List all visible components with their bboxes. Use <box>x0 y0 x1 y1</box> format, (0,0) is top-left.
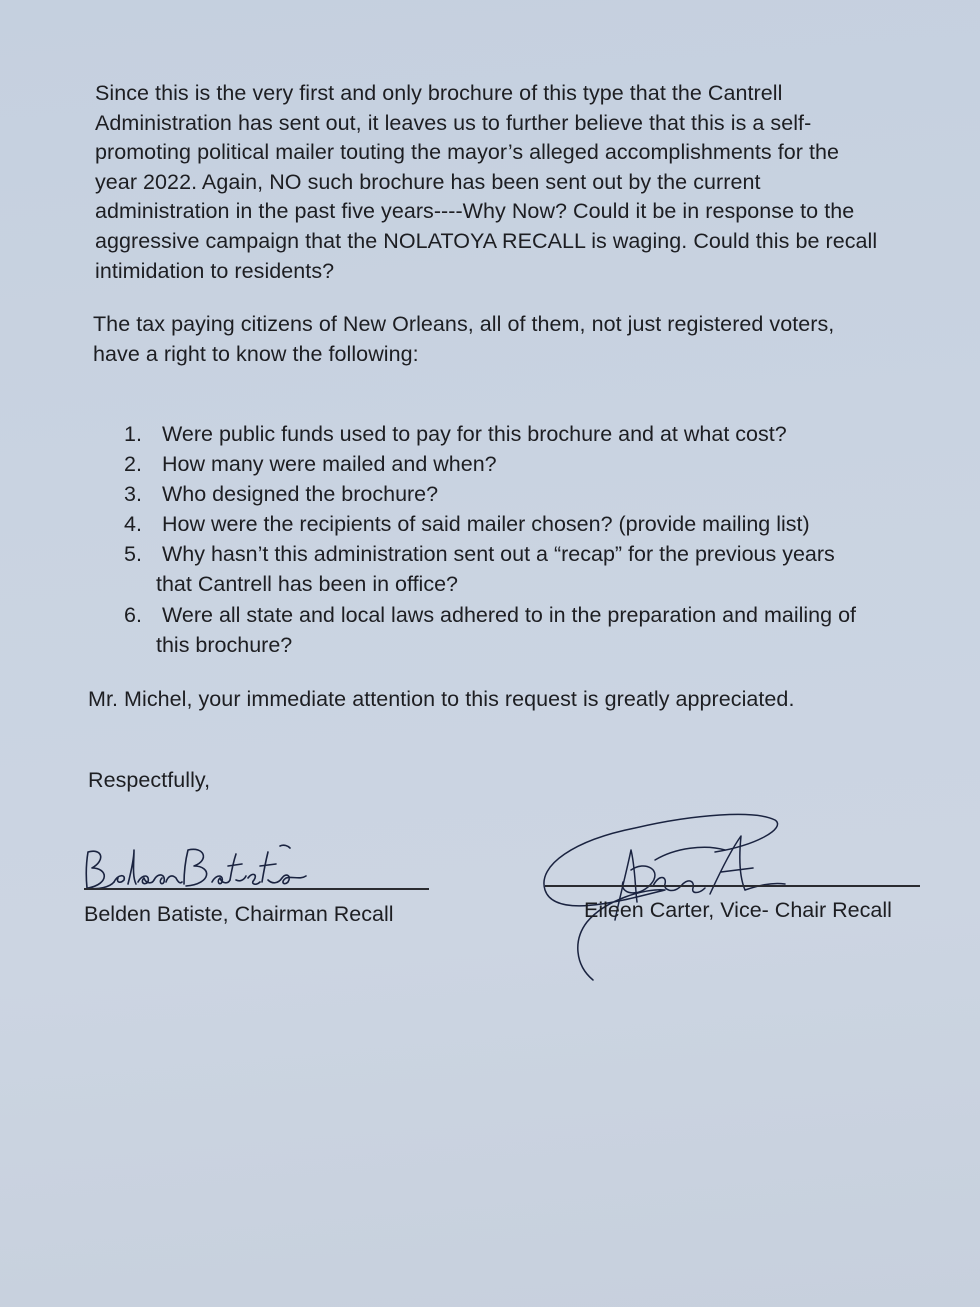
paragraph-brochure-concern <box>95 79 877 286</box>
list-line: Why hasn’t this administration sent out a “recap” for the previous years <box>162 542 835 566</box>
list-text <box>162 509 810 539</box>
paragraph-right-to-know <box>93 310 834 369</box>
list-line: Were all state and local laws adhered to in the preparation and mailing of <box>162 603 856 627</box>
list-text <box>162 479 438 509</box>
paragraph-line: promoting political mailer touting the mayor’s alleged accomplishments for the <box>95 140 840 165</box>
list-line: that Cantrell has been in office? <box>156 572 458 597</box>
list-text <box>162 449 497 479</box>
list-number: 2. <box>124 452 142 476</box>
list-text <box>162 419 787 449</box>
list-number: 4. <box>124 512 142 536</box>
list-number: 6. <box>124 603 142 627</box>
closing-sentence: Mr. Michel, your immediate attention to this request is greatly appreciated. <box>88 687 795 711</box>
list-text <box>156 600 856 661</box>
signature-line <box>84 888 429 890</box>
paragraph-line: have a right to know the following: <box>93 341 419 366</box>
paragraph-line: administration in the past five years----Why Now? Could it be in response to the <box>95 199 855 224</box>
signatory-name-title: Eileen Carter, Vice- Chair Recall <box>584 898 892 922</box>
paragraph-line: year 2022. Again, NO such brochure has been sent out by the current <box>95 169 761 194</box>
list-line: How were the recipients of said mailer chosen? (provide mailing list) <box>162 512 810 536</box>
paragraph-line: Since this is the very first and only brochure of this type that the Cantrell <box>95 81 783 105</box>
signature-eileen-carter <box>535 790 795 990</box>
paragraph-line: The tax paying citizens of New Orleans, all of them, not just registered voters, <box>93 312 835 336</box>
list-line: this brochure? <box>156 633 293 658</box>
list-line: How many were mailed and when? <box>162 452 497 476</box>
list-number: 3. <box>124 482 142 506</box>
signature-line <box>545 885 920 887</box>
signatory-name-title: Belden Batiste, Chairman Recall <box>84 902 394 926</box>
salutation: Respectfully, <box>88 768 211 792</box>
list-line: Who designed the brochure? <box>162 482 439 506</box>
paragraph-line: aggressive campaign that the NOLATOYA RECALL is waging. Could this be recall <box>95 228 878 253</box>
paragraph-line: Administration has sent out, it leaves us to further believe that this is a self- <box>95 110 812 135</box>
list-number: 5. <box>124 542 142 566</box>
paragraph-line: intimidation to residents? <box>95 258 335 283</box>
list-text <box>156 539 835 600</box>
list-line: Were public funds used to pay for this brochure and at what cost? <box>162 422 787 446</box>
list-number: 1. <box>124 422 142 446</box>
